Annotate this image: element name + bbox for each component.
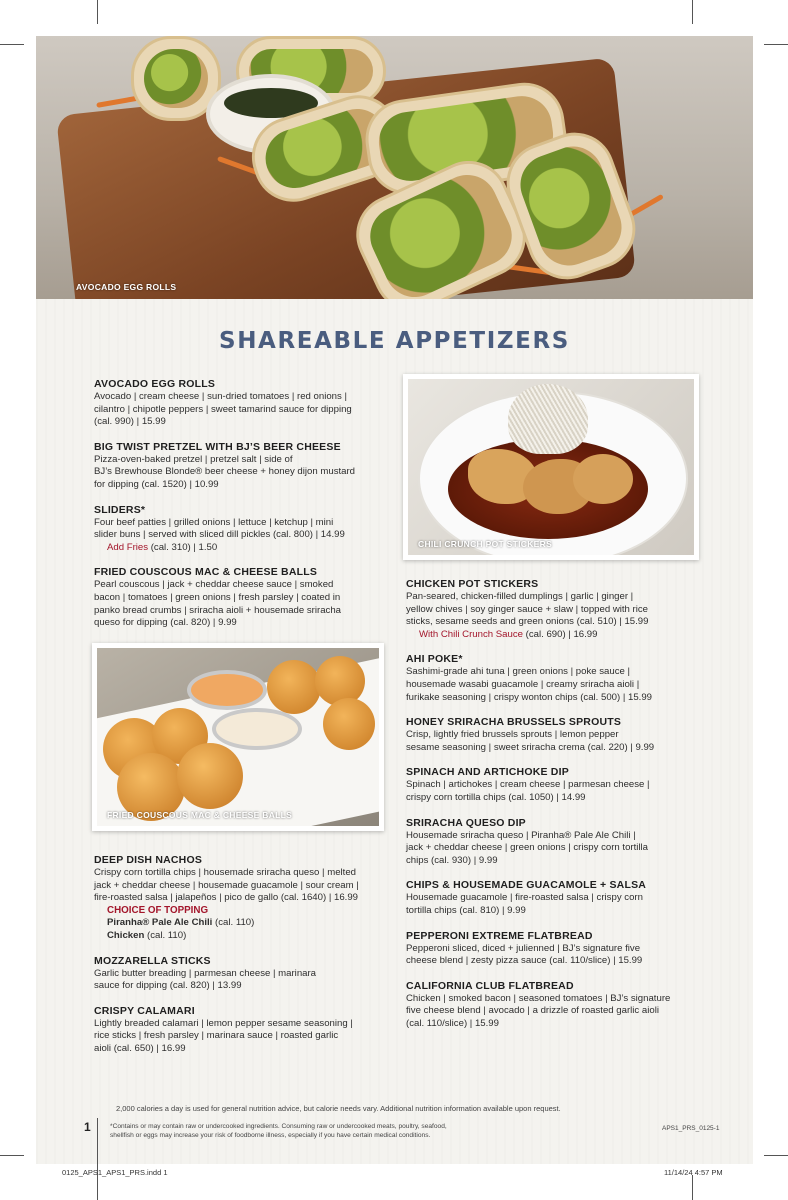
mac-cheese-balls-caption: FRIED COUSCOUS MAC & CHEESE BALLS (107, 810, 293, 820)
slug-filename: 0125_APS1_APS1_PRS.indd 1 (62, 1168, 168, 1177)
hero-caption: AVOCADO EGG ROLLS (76, 282, 177, 292)
left-column-top (94, 378, 394, 642)
menu-item-sriracha-queso-dip (406, 817, 706, 868)
menu-item-avocado-egg-rolls (94, 378, 394, 429)
item-description: Crispy corn tortilla chips | housemade sriracha queso | melted jack + cheddar cheese | housemade guacamole | sour cream | fire-roasted salsa | jalapeños | pico de gallo (cal. 1640) | 16.99 (94, 867, 359, 904)
item-description: Avocado | cream cheese | sun-dried tomatoes | red onions | cilantro | chipotle peppers | sweet tamarind sauce for dipping (cal. 990) | 15.99 (94, 391, 352, 428)
item-description: Spinach | artichokes | cream cheese | parmesan cheese | crispy corn tortilla chips (cal. 1050) | 14.99 (406, 779, 650, 803)
calorie-note: 2,000 calories a day is used for general nutrition advice, but calorie needs vary. Additional nutrition information available upon request. (116, 1104, 561, 1113)
sriracha-queso-cup (187, 670, 267, 710)
item-name: SPINACH AND ARTICHOKE DIP (406, 766, 569, 779)
item-description: Chicken | smoked bacon | seasoned tomatoes | BJ’s signature five cheese blend | avocado | a drizzle of roasted garlic aioli (cal. 110/slice) | 15.99 (406, 992, 671, 1029)
item-name: CHIPS & HOUSEMADE GUACAMOLE + SALSA (406, 879, 647, 892)
menu-item-brussels-sprouts (406, 716, 706, 754)
slug-date: 11/14/24 4:57 PM (664, 1168, 723, 1177)
rice-sticks (508, 384, 588, 454)
crop-mark (97, 1118, 98, 1188)
item-description: Lightly breaded calamari | lemon pepper sesame seasoning | rice sticks | fresh parsley | marinara sauce | roasted garlic aioli (cal. 650) | 16.99 (94, 1017, 353, 1054)
add-fries-option: Add Fries (cal. 310) | 1.50 (107, 541, 218, 553)
menu-item-spinach-artichoke-dip (406, 766, 706, 804)
page-title: SHAREABLE APPETIZERS (219, 328, 570, 354)
item-description: Pepperoni sliced, diced + julienned | BJ’s signature five cheese blend | zesty pizza sauce (cal. 110/slice) | 15.99 (406, 942, 643, 967)
crop-mark (97, 0, 98, 24)
item-name: DEEP DISH NACHOS (94, 854, 203, 866)
menu-item-couscous-balls (94, 566, 394, 629)
item-description: Sashimi-grade ahi tuna | green onions | poke sauce | housemade wasabi guacamole | creamy sriracha aioli | furikake seasoning | crispy wonton chips (cal. 500) | 15.99 (406, 666, 653, 703)
item-name: SRIRACHA QUESO DIP (406, 816, 526, 829)
chili-crunch-option: With Chili Crunch Sauce (cal. 690) | 16.99 (419, 628, 598, 640)
item-name: MOZZARELLA STICKS (94, 954, 211, 967)
item-description: Housemade guacamole | fire-roasted salsa | crispy corn tortilla chips (cal. 810) | 9.99 (406, 892, 643, 916)
menu-item-deep-dish-nachos (94, 854, 394, 943)
hero-photo (36, 36, 753, 299)
crop-mark (764, 44, 788, 45)
raw-food-disclaimer: *Contains or may contain raw or undercooked ingredients. Consuming raw or undercooked meats, poultry, seafood, shellfish or eggs may increase your risk of foodborne illness, especially if you have certain medical conditions. (110, 1123, 447, 1139)
item-name: AVOCADO EGG ROLLS (94, 378, 216, 390)
cheese-ball (323, 698, 375, 750)
item-description: Garlic butter breading | parmesan cheese | marinara sauce for dipping (cal. 820) | 13.99 (94, 967, 317, 992)
menu-item-sliders (94, 504, 394, 555)
item-description: Pizza-oven-baked pretzel | pretzel salt | side of BJ’s Brewhouse Blonde® beer cheese + honey dijon mustard for dipping (cal. 1520) | 10.99 (94, 453, 356, 490)
menu-item-mozzarella-sticks (94, 955, 394, 993)
crop-mark (0, 1155, 24, 1156)
pot-stickers-caption: CHILI CRUNCH POT STICKERS (418, 539, 553, 549)
item-description: Crisp, lightly fried brussels sprouts | lemon pepper sesame seasoning | sweet sriracha crema (cal. 220) | 9.99 (406, 729, 655, 753)
crop-mark (0, 44, 24, 45)
item-name: CALIFORNIA CLUB FLATBREAD (406, 979, 574, 992)
crop-mark (692, 1175, 693, 1200)
document-code: APS1_PRS_0125-1 (662, 1125, 720, 1132)
menu-item-california-club-flatbread (406, 980, 706, 1031)
menu-item-chips-guacamole-salsa (406, 879, 706, 917)
cheese-ball (177, 743, 243, 809)
left-column-bottom (94, 854, 394, 1068)
item-description: Four beef patties | grilled onions | lettuce | ketchup | mini slider buns | served with sliced dill pickles (cal. 800) | 14.99 Add Fries (cal. 310) | 1.50 (94, 516, 345, 553)
item-name: CHICKEN POT STICKERS (406, 578, 539, 590)
sriracha-aioli-cup (212, 708, 302, 750)
mac-cheese-balls-photo (92, 643, 384, 831)
page-number: 1 (84, 1120, 91, 1134)
item-name: FRIED COUSCOUS MAC & CHEESE BALLS (94, 566, 318, 579)
cheese-ball (267, 660, 321, 714)
pot-sticker (573, 454, 633, 504)
menu-item-crispy-calamari (94, 1005, 394, 1056)
item-name: PEPPERONI EXTREME FLATBREAD (406, 929, 593, 942)
item-name: CRISPY CALAMARI (94, 1004, 195, 1017)
item-description: Pan-seared, chicken-filled dumplings | garlic | ginger | yellow chives | soy ginger sauce + slaw | topped with rice sticks, sesame seeds and green onions (cal. 510) | 15.99 With Chili Crunch Sauce (cal. 690) | 16.99 (406, 591, 649, 640)
item-name: HONEY SRIRACHA BRUSSELS SPROUTS (406, 716, 622, 729)
menu-item-ahi-poke (406, 653, 706, 704)
right-column (406, 578, 706, 1042)
item-name: BIG TWIST PRETZEL WITH BJ’S BEER CHEESE (94, 440, 341, 453)
topping-choices: CHOICE OF TOPPING Piranha® Pale Ale Chili (cal. 110) Chicken (cal. 110) (107, 904, 255, 941)
item-description: Pearl couscous | jack + cheddar cheese sauce | smoked bacon | tomatoes | green onions | fresh parsley | coated in panko bread crumbs | sriracha aioli + housemade sriracha queso for dipping (cal. 820) | 9.99 (94, 579, 341, 629)
menu-item-chicken-pot-stickers (406, 578, 706, 641)
crop-mark (764, 1155, 788, 1156)
menu-item-pretzel (94, 441, 394, 492)
item-name: AHI POKE* (406, 653, 463, 666)
item-name: SLIDERS* (94, 503, 146, 516)
pot-stickers-photo (403, 374, 699, 560)
crop-mark (692, 0, 693, 24)
menu-item-pepperoni-flatbread (406, 930, 706, 968)
item-description: Housemade sriracha queso | Piranha® Pale Ale Chili | jack + cheddar cheese | green onions | crispy corn tortilla chips (cal. 930) | 9.99 (406, 829, 649, 866)
